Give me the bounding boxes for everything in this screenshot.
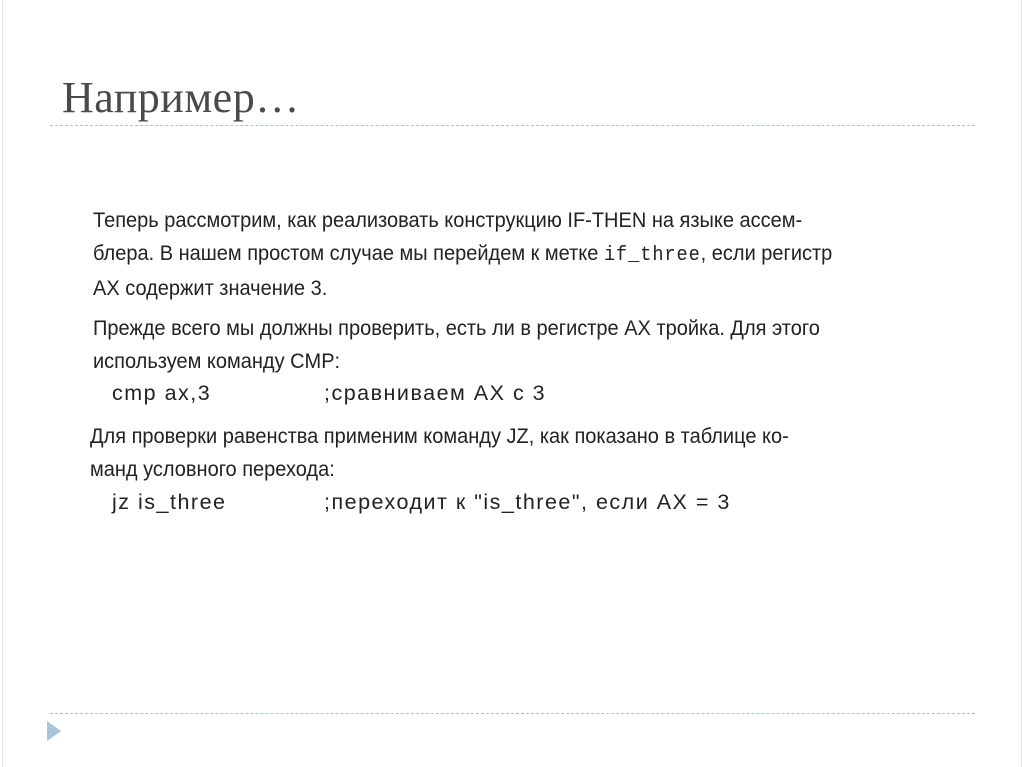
code-line-jz	[112, 486, 731, 519]
paragraph-line: используем команду CMP:	[93, 349, 341, 373]
slide-border-right	[1021, 0, 1022, 767]
slide-title: Например…	[62, 73, 300, 122]
title-divider	[50, 125, 975, 126]
code-comment: ;переходит к "is_three", если AX = 3	[324, 490, 731, 514]
paragraph-line: манд условного перехода:	[90, 457, 335, 481]
paragraph-jz	[90, 420, 964, 486]
paragraph-if-then	[93, 204, 967, 305]
paragraph-text: , если регистр	[700, 241, 833, 265]
code-instruction: jz is_three	[112, 490, 227, 514]
paragraph-line: Для проверки равенства применим команду JZ, как показано в таблице ко-	[90, 424, 789, 448]
paragraph-line	[93, 237, 967, 272]
footer-divider	[50, 713, 975, 714]
label-code: if_three	[603, 244, 701, 267]
code-instruction: cmp ax,3	[112, 381, 212, 405]
slide-border-left	[2, 0, 3, 767]
paragraph-text: блера. В нашем простом случае мы перейдем к метке	[93, 241, 604, 265]
triangle-arrow-icon	[47, 721, 61, 741]
paragraph-line: Прежде всего мы должны проверить, есть ли в регистре AX тройка. Для этого	[93, 316, 820, 340]
code-comment: ;сравниваем AX с 3	[324, 381, 547, 405]
paragraph-line: Теперь рассмотрим, как реализовать конструкцию IF-THEN на языке ассем-	[93, 208, 803, 232]
code-line-cmp	[112, 377, 546, 410]
paragraph-line: AX содержит значение 3.	[93, 276, 328, 300]
paragraph-cmp	[93, 312, 967, 378]
